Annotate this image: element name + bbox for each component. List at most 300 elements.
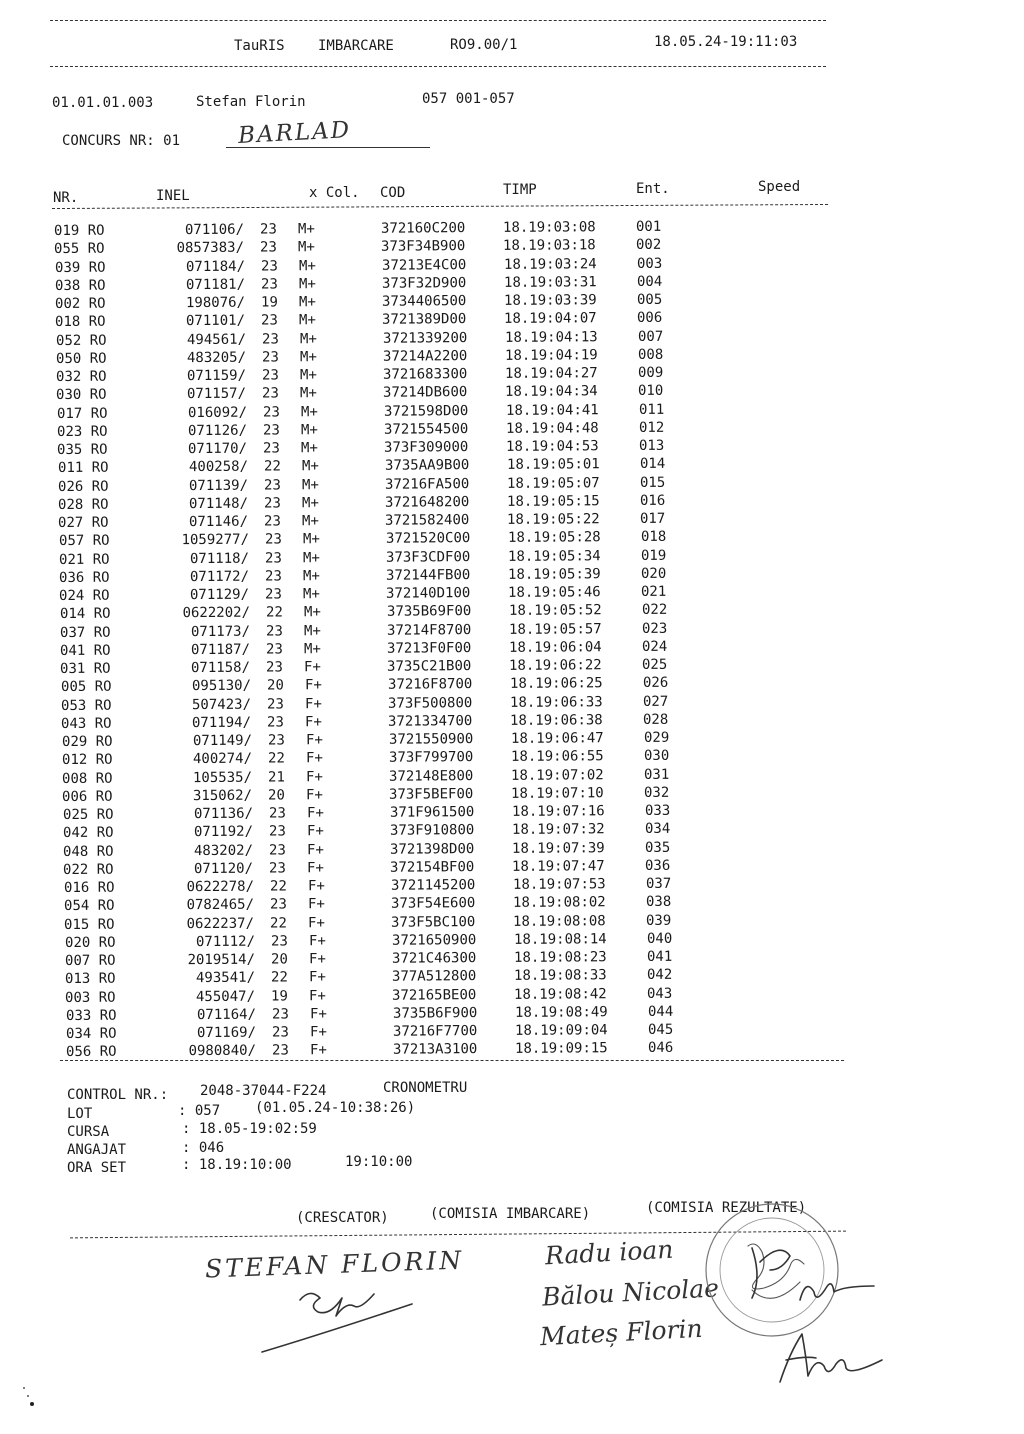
- row-sex-color: F+: [310, 1042, 328, 1059]
- row-nr: 039 RO: [54, 259, 106, 276]
- row-sex-color: F+: [304, 677, 322, 694]
- row-entry-number: 029: [643, 729, 669, 746]
- row-ring: 071184/: [185, 258, 245, 275]
- commission-signature-line1: Radu ioan: [544, 1234, 675, 1271]
- row-year: 23: [265, 622, 283, 640]
- row-sex-color: M+: [303, 586, 321, 603]
- row-chip-code: 372160C200: [380, 220, 466, 237]
- row-year: 23: [262, 385, 280, 402]
- row-sex-color: M+: [300, 385, 318, 402]
- row-sex-color: M+: [299, 312, 317, 329]
- row-ring: 071126/: [187, 422, 248, 439]
- row-chip-code: 3721334700: [388, 712, 473, 730]
- control-label: CONTROL NR.:: [67, 1087, 169, 1103]
- row-sex-color: M+: [301, 440, 319, 457]
- row-nr: 013 RO: [64, 970, 116, 988]
- row-sex-color: M+: [300, 367, 318, 384]
- row-clock-time: 18.19:06:04: [509, 638, 602, 656]
- row-chip-code: 3721582400: [385, 512, 470, 529]
- row-year: 22: [269, 878, 287, 895]
- row-entry-number: 017: [640, 510, 666, 527]
- row-year: 23: [268, 823, 286, 840]
- row-chip-code: 3721598D00: [383, 402, 469, 420]
- row-chip-code: 372148E800: [389, 767, 474, 785]
- row-nr: 048 RO: [63, 843, 114, 860]
- row-clock-time: 18.19:05:15: [506, 492, 600, 510]
- row-ring: 071129/: [190, 586, 250, 604]
- row-year: 23: [272, 1042, 290, 1059]
- row-entry-number: 010: [638, 383, 664, 400]
- row-clock-time: 18.19:05:52: [508, 602, 602, 620]
- row-ring: 071120/: [194, 860, 254, 877]
- row-year: 23: [259, 221, 277, 238]
- row-entry-number: 030: [643, 748, 670, 765]
- row-chip-code: 3735C21B00: [387, 658, 472, 675]
- row-ring: 095130/: [191, 677, 251, 695]
- print-datetime: 18.05.24-19:11:03: [654, 34, 798, 50]
- signature-rule: [70, 1231, 846, 1239]
- row-year: 23: [263, 495, 281, 512]
- commission-signature-line3: Mateș Florin: [539, 1313, 704, 1352]
- row-clock-time: 18.19:04:53: [506, 438, 599, 455]
- row-chip-code: 3721520C00: [385, 530, 470, 547]
- row-sex-color: F+: [309, 987, 327, 1004]
- row-chip-code: 37214DB600: [383, 384, 468, 401]
- row-nr: 020 RO: [64, 934, 116, 951]
- row-nr: 027 RO: [58, 514, 109, 531]
- row-chip-code: 373F32D900: [381, 274, 467, 292]
- row-clock-time: 18.19:08:02: [512, 894, 606, 912]
- row-clock-time: 18.19:09:04: [514, 1022, 608, 1039]
- row-nr: 038 RO: [54, 277, 106, 294]
- row-clock-time: 18.19:05:01: [506, 456, 600, 474]
- row-ring: 071173/: [190, 623, 250, 640]
- row-sex-color: M+: [299, 348, 317, 366]
- control-value: 2048-37044-F224: [200, 1083, 327, 1099]
- row-year: 20: [266, 677, 284, 694]
- row-sex-color: M+: [303, 622, 321, 639]
- row-ring: 494561/: [186, 331, 246, 348]
- row-ring: 071192/: [193, 823, 253, 841]
- row-entry-number: 038: [645, 894, 672, 911]
- table-header-rule: [52, 204, 828, 209]
- row-ring: 198076/: [185, 294, 246, 312]
- row-chip-code: 37213A3100: [393, 1041, 478, 1058]
- row-nr: 002 RO: [55, 295, 106, 312]
- row-sex-color: M+: [302, 549, 320, 566]
- row-chip-code: 3721389D00: [382, 311, 467, 328]
- row-entry-number: 043: [647, 985, 673, 1002]
- row-clock-time: 18.19:06:55: [510, 748, 604, 766]
- row-chip-code: 3721550900: [388, 731, 473, 748]
- ora-set-value: : 18.19:10:00: [182, 1157, 292, 1173]
- row-clock-time: 18.19:06:25: [509, 675, 603, 693]
- row-ring: 071112/: [195, 933, 255, 950]
- row-year: 19: [271, 987, 289, 1005]
- row-chip-code: 373F5BC100: [391, 913, 476, 931]
- row-entry-number: 002: [636, 237, 662, 254]
- row-nr: 032 RO: [56, 368, 107, 385]
- row-clock-time: 18.19:04:13: [504, 328, 598, 346]
- row-entry-number: 023: [641, 620, 668, 637]
- row-sex-color: F+: [305, 713, 323, 731]
- row-ring: 315062/: [193, 787, 253, 804]
- row-ring: 071157/: [187, 385, 247, 403]
- row-sex-color: F+: [307, 859, 325, 877]
- row-ring: 483205/: [186, 349, 246, 366]
- row-chip-code: 3721554500: [383, 420, 469, 438]
- row-chip-code: 37213E4C00: [381, 256, 466, 274]
- row-nr: 043 RO: [61, 715, 112, 732]
- row-chip-code: 372154BF00: [390, 858, 475, 876]
- row-chip-code: 3721648200: [384, 493, 470, 511]
- row-clock-time: 18.19:03:18: [503, 237, 597, 255]
- row-year: 23: [269, 896, 287, 913]
- ora-set-extra: 19:10:00: [345, 1154, 413, 1170]
- angajat-value: : 046: [182, 1140, 225, 1156]
- row-entry-number: 031: [644, 766, 670, 783]
- row-sex-color: M+: [298, 257, 316, 274]
- row-sex-color: F+: [308, 969, 326, 986]
- row-year: 23: [264, 513, 282, 530]
- row-chip-code: 3721C46300: [391, 950, 477, 967]
- row-year: 22: [265, 604, 283, 621]
- row-clock-time: 18.19:08:23: [513, 949, 607, 966]
- row-clock-time: 18.19:07:10: [511, 784, 605, 802]
- row-ring: 071164/: [196, 1006, 256, 1023]
- row-entry-number: 044: [647, 1003, 673, 1020]
- row-ring: 071187/: [191, 641, 251, 658]
- row-entry-number: 028: [643, 711, 669, 728]
- row-year: 23: [260, 276, 278, 293]
- row-year: 23: [261, 349, 279, 366]
- row-entry-number: 018: [640, 529, 666, 546]
- row-clock-time: 18.19:03:24: [503, 255, 597, 273]
- row-sex-color: F+: [309, 1005, 327, 1023]
- row-ring: 071169/: [196, 1024, 256, 1042]
- row-entry-number: 019: [640, 547, 667, 564]
- row-nr: 016 RO: [63, 879, 115, 896]
- row-clock-time: 18.19:05:34: [507, 547, 601, 565]
- row-entry-number: 013: [639, 437, 665, 454]
- col-header-cod: COD: [380, 185, 406, 201]
- row-entry-number: 004: [636, 273, 663, 290]
- row-nr: 003 RO: [65, 989, 116, 1006]
- row-ring: 0622237/: [186, 915, 255, 932]
- row-entry-number: 041: [646, 948, 673, 965]
- row-sex-color: M+: [300, 403, 318, 420]
- row-entry-number: 015: [639, 474, 666, 491]
- row-nr: 057 RO: [58, 532, 110, 550]
- contest-label: CONCURS NR: 01: [62, 133, 181, 149]
- signature-label-comisia-rezultate: (COMISIA REZULTATE): [646, 1200, 807, 1216]
- row-chip-code: 373F5BEF00: [389, 785, 474, 803]
- row-nr: 023 RO: [56, 423, 108, 440]
- row-sex-color: F+: [306, 786, 324, 804]
- row-nr: 035 RO: [57, 441, 108, 458]
- row-ring: 071170/: [188, 440, 248, 458]
- row-chip-code: 3735B69F00: [386, 603, 471, 620]
- row-entry-number: 005: [637, 291, 663, 308]
- row-sex-color: F+: [308, 932, 326, 950]
- table-bottom-rule: [60, 1060, 844, 1061]
- row-nr: 018 RO: [55, 313, 106, 331]
- row-nr: 014 RO: [59, 605, 111, 623]
- row-chip-code: 373F500800: [387, 694, 473, 712]
- row-chip-code: 373F910800: [389, 822, 475, 839]
- row-sex-color: M+: [303, 604, 321, 621]
- row-chip-code: 37216F7700: [392, 1023, 478, 1040]
- system-version: RO9.00/1: [450, 37, 518, 53]
- row-ring: 071139/: [188, 477, 248, 494]
- fancier-name: Stefan Florin: [196, 94, 306, 110]
- row-ring: 071136/: [193, 805, 253, 823]
- row-entry-number: 046: [648, 1040, 674, 1057]
- row-sex-color: M+: [301, 458, 319, 475]
- row-chip-code: 377A512800: [391, 968, 477, 985]
- row-clock-time: 18.19:07:47: [512, 857, 606, 875]
- cursa-value: : 18.05-19:02:59: [182, 1121, 317, 1137]
- row-chip-code: 37216FA500: [384, 475, 470, 493]
- row-chip-code: 3721683300: [383, 366, 468, 383]
- row-chip-code: 373F3CDF00: [385, 548, 471, 566]
- row-ring: 105535/: [193, 769, 253, 786]
- cronometru-label: CRONOMETRU: [383, 1080, 468, 1096]
- row-nr: 015 RO: [64, 916, 115, 933]
- row-year: 22: [267, 750, 285, 767]
- row-ring: 1059277/: [181, 531, 249, 549]
- row-nr: 055 RO: [54, 240, 105, 258]
- row-entry-number: 016: [639, 492, 666, 509]
- row-clock-time: 18.19:05:22: [507, 511, 601, 528]
- row-year: 23: [270, 933, 288, 950]
- row-chip-code: 3721145200: [390, 877, 476, 894]
- row-nr: 007 RO: [64, 952, 116, 969]
- row-ring: 2019514/: [187, 951, 255, 969]
- row-ring: 071101/: [186, 312, 246, 330]
- row-year: 23: [261, 330, 279, 348]
- row-ring: 071106/: [184, 221, 245, 239]
- col-header-xcol: x Col.: [309, 185, 360, 201]
- row-ring: 493541/: [195, 969, 256, 987]
- row-clock-time: 18.19:06:22: [509, 657, 603, 674]
- row-entry-number: 027: [642, 693, 669, 710]
- row-year: 23: [264, 549, 282, 567]
- row-year: 22: [263, 458, 281, 475]
- row-year: 19: [261, 294, 278, 311]
- row-ring: 507423/: [191, 696, 252, 713]
- row-entry-number: 035: [645, 839, 671, 856]
- row-ring: 400274/: [192, 750, 252, 768]
- row-sex-color: M+: [297, 221, 315, 238]
- row-ring: 071172/: [190, 568, 250, 585]
- system-mode: IMBARCARE: [318, 38, 394, 54]
- row-sex-color: F+: [308, 951, 326, 968]
- row-chip-code: 372144FB00: [386, 566, 471, 584]
- row-clock-time: 18.19:07:02: [511, 766, 604, 784]
- row-sex-color: F+: [305, 750, 323, 767]
- row-year: 23: [269, 841, 287, 859]
- row-nr: 036 RO: [59, 569, 110, 586]
- row-entry-number: 006: [637, 310, 663, 327]
- row-year: 20: [270, 951, 288, 968]
- row-nr: 053 RO: [60, 697, 112, 714]
- row-clock-time: 18.19:03:31: [503, 273, 597, 291]
- row-nr: 041 RO: [60, 642, 111, 659]
- row-ring: 483202/: [194, 842, 254, 859]
- row-entry-number: 008: [637, 346, 664, 363]
- row-entry-number: 021: [641, 583, 667, 600]
- row-sex-color: F+: [307, 896, 325, 913]
- row-clock-time: 18.19:04:07: [504, 310, 598, 328]
- row-year: 23: [264, 531, 282, 548]
- row-year: 23: [271, 1024, 289, 1041]
- row-ring: 071146/: [189, 513, 249, 531]
- row-clock-time: 18.19:03:39: [504, 292, 597, 309]
- row-entry-number: 034: [644, 821, 671, 838]
- row-nr: 034 RO: [65, 1025, 117, 1042]
- row-clock-time: 18.19:06:38: [510, 711, 604, 729]
- pigeon-count-range: 057 001-057: [422, 91, 515, 107]
- row-nr: 042 RO: [62, 824, 114, 842]
- row-ring: 0622202/: [182, 604, 250, 622]
- row-chip-code: 3721339200: [382, 329, 467, 347]
- row-year: 23: [268, 805, 286, 822]
- row-clock-time: 18.19:07:16: [511, 803, 605, 820]
- row-sex-color: M+: [298, 275, 316, 293]
- row-chip-code: 37214A2200: [382, 347, 468, 365]
- col-header-ent: Ent.: [636, 181, 670, 197]
- row-entry-number: 042: [646, 967, 673, 984]
- row-clock-time: 18.19:03:08: [502, 219, 596, 236]
- row-sex-color: M+: [304, 640, 322, 658]
- lot-value: : 057: [178, 1103, 221, 1119]
- lot-extra: (01.05.24-10:38:26): [255, 1100, 416, 1116]
- row-sex-color: M+: [298, 239, 316, 256]
- row-nr: 024 RO: [59, 587, 111, 604]
- row-sex-color: F+: [307, 878, 325, 895]
- row-nr: 025 RO: [62, 806, 114, 823]
- row-entry-number: 022: [641, 602, 667, 619]
- row-year: 23: [263, 476, 281, 494]
- row-clock-time: 18.19:08:49: [514, 1003, 608, 1021]
- row-entry-number: 020: [641, 565, 667, 582]
- header-bottom-rule: [50, 66, 826, 67]
- row-year: 23: [261, 312, 279, 329]
- lot-label: LOT: [67, 1106, 93, 1122]
- row-chip-code: 3721650900: [391, 931, 476, 949]
- row-year: 23: [265, 568, 283, 585]
- row-entry-number: 040: [646, 930, 672, 947]
- row-clock-time: 18.19:07:32: [511, 821, 605, 839]
- row-year: 23: [265, 586, 283, 603]
- row-nr: 011 RO: [57, 459, 109, 477]
- row-sex-color: M+: [299, 330, 317, 347]
- row-nr: 050 RO: [55, 350, 107, 367]
- row-nr: 052 RO: [55, 332, 107, 349]
- row-clock-time: 18.19:04:19: [504, 346, 598, 364]
- row-chip-code: 37213F0F00: [387, 639, 472, 657]
- row-clock-time: 18.19:08:14: [513, 930, 607, 948]
- fancier-signature-name: STEFAN FLORIN: [204, 1245, 465, 1284]
- row-sex-color: M+: [301, 476, 319, 493]
- row-year: 22: [270, 969, 288, 986]
- row-nr: 028 RO: [57, 496, 109, 513]
- row-year: 23: [262, 422, 280, 439]
- row-entry-number: 024: [642, 638, 668, 655]
- row-entry-number: 025: [642, 656, 668, 673]
- row-ring: 400258/: [188, 458, 248, 476]
- row-year: 22: [270, 914, 288, 932]
- row-ring: 071118/: [189, 550, 249, 567]
- row-clock-time: 18.19:05:46: [508, 584, 602, 601]
- row-sex-color: F+: [307, 841, 325, 858]
- row-entry-number: 011: [638, 401, 665, 418]
- row-clock-time: 18.19:05:07: [506, 474, 600, 492]
- row-chip-code: 3735AA9B00: [384, 457, 469, 474]
- row-year: 23: [266, 659, 284, 676]
- row-nr: 017 RO: [56, 405, 108, 422]
- row-year: 23: [266, 695, 284, 713]
- row-entry-number: 001: [635, 218, 662, 235]
- contest-location-underline: [226, 147, 430, 148]
- row-nr: 006 RO: [62, 788, 113, 805]
- row-nr: 026 RO: [57, 478, 109, 495]
- row-entry-number: 003: [636, 255, 662, 272]
- row-ring: 071158/: [191, 659, 251, 677]
- row-sex-color: F+: [306, 805, 324, 822]
- row-year: 20: [268, 787, 286, 804]
- ora-set-label: ORA SET: [67, 1160, 127, 1176]
- row-ring: 0622278/: [186, 878, 254, 896]
- row-sex-color: M+: [303, 567, 321, 585]
- row-nr: 030 RO: [56, 386, 108, 404]
- row-nr: 005 RO: [60, 678, 112, 696]
- row-ring: 071194/: [192, 714, 252, 731]
- row-sex-color: F+: [304, 695, 322, 712]
- row-chip-code: 3735B6F900: [392, 1004, 477, 1022]
- cursa-label: CURSA: [67, 1124, 110, 1140]
- row-year: 23: [269, 860, 287, 877]
- row-sex-color: M+: [300, 421, 318, 439]
- row-ring: 071181/: [185, 276, 245, 293]
- row-chip-code: 3721398D00: [390, 840, 475, 858]
- row-entry-number: 039: [646, 912, 672, 929]
- row-year: 23: [266, 641, 284, 658]
- row-sex-color: M+: [302, 531, 320, 548]
- row-sex-color: F+: [309, 1024, 327, 1041]
- commission-stamp: [706, 1204, 838, 1336]
- row-chip-code: 373F799700: [388, 749, 474, 766]
- row-ring: 071148/: [188, 495, 249, 512]
- row-clock-time: 18.19:04:27: [505, 365, 598, 382]
- row-entry-number: 037: [645, 875, 672, 892]
- header-top-rule: [50, 20, 826, 21]
- row-clock-time: 18.19:05:57: [508, 620, 602, 638]
- row-chip-code: 3734406500: [382, 293, 467, 310]
- row-clock-time: 18.19:07:39: [512, 839, 605, 857]
- col-header-nr: NR.: [53, 190, 79, 206]
- row-ring: 0857383/: [176, 239, 245, 257]
- row-sex-color: F+: [304, 659, 322, 676]
- row-clock-time: 18.19:04:41: [505, 401, 599, 419]
- row-nr: 054 RO: [63, 897, 115, 915]
- row-ring: 071159/: [187, 367, 247, 385]
- row-ring: 016092/: [187, 404, 247, 421]
- row-chip-code: 37214F8700: [386, 621, 472, 639]
- row-nr: 022 RO: [63, 861, 115, 878]
- row-year: 23: [271, 1006, 289, 1023]
